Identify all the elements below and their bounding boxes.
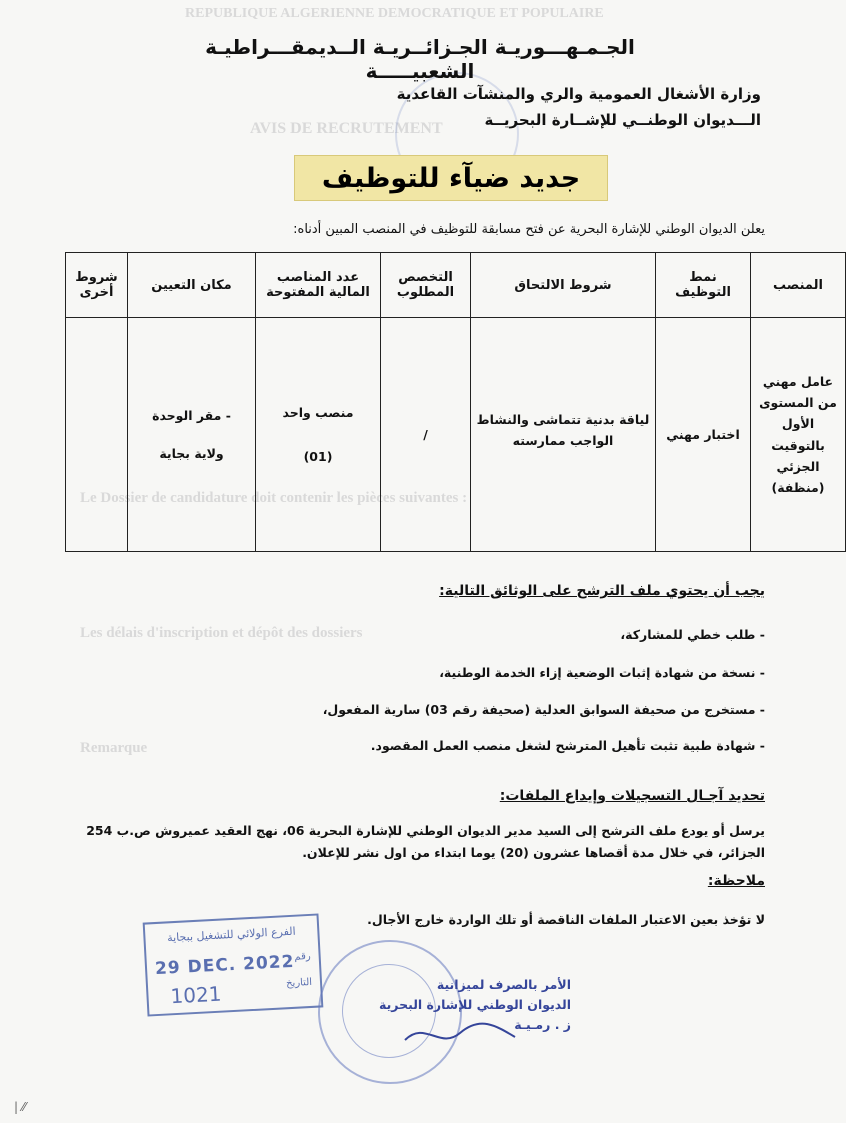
table-header-row [66, 253, 846, 318]
note-title: ملاحظة: [707, 873, 765, 889]
conditions-cell: لياقة بدنية تتماشى والنشاط الواجب ممارسته [471, 318, 656, 552]
column-header: نمط التوظيف [656, 253, 751, 318]
reception-stamp [143, 913, 324, 1016]
ministry-name: وزارة الأشغال العمومية والري والمنشآت القاعدية [396, 85, 761, 103]
stamp-ref-label: رقم [294, 950, 311, 963]
signature-line: الديوان الوطني للإشارة البحرية [379, 997, 571, 1012]
document-item: - نسخة من شهادة إثبات الوضعية إزاء الخدمة الوطنية، [439, 665, 765, 680]
bleed-through-text: Les délais d'inscription et dépôt des dossiers [80, 625, 363, 641]
count-label: منصب واحد [282, 405, 354, 421]
stamp-org: الفرع الولائي للتشغيل ببجاية [166, 924, 296, 945]
specialty-cell: / [381, 318, 471, 552]
column-header: شروط الالتحاق [471, 253, 656, 318]
place-line: ولاية بجاية [159, 445, 224, 461]
jobs-table [65, 252, 846, 552]
other-conditions-cell [66, 318, 128, 552]
column-header: شروط أخرى [66, 253, 128, 318]
document-item: - طلب خطي للمشاركة، [620, 627, 765, 642]
count-cell [256, 318, 381, 552]
stamp-handwritten-number: 1021 [169, 981, 223, 1009]
overlay-banner: جديد ضيآء للتوظيف [294, 155, 608, 201]
document-item: - مستخرج من صحيفة السوابق العدلية (صحيفة رقم 03) سارية المفعول، [322, 702, 765, 717]
page-footer-mark: | ⁄⁄ [14, 1100, 26, 1114]
bleed-through-text: Le Dossier de candidature doit contenir les pièces suivantes : [80, 490, 468, 506]
mode-cell: اختبار مهني [656, 318, 751, 552]
documents-title: يجب أن يحتوي ملف الترشح على الوثائق التالية: [439, 583, 765, 599]
place-cell [128, 318, 256, 552]
intro-text: يعلن الديوان الوطني للإشارة البحرية عن فتح مسابقة للتوظيف في المنصب المبين أدناه: [293, 222, 765, 237]
note-text: لا تؤخذ بعين الاعتبار الملفات الناقصة أو تلك الواردة خارج الأجال. [367, 912, 765, 927]
deadlines-text: يرسل أو يودع ملف الترشح إلى السيد مدير الديوان الوطني للإشارة البحرية 06، نهج العقيد عميروش ص.ب 254 الجزائر، في خلال مدة أقصاها عشرون (20) يوما ابتداء من اول نشر للإعلان. [86, 823, 765, 860]
signature-line: الأمر بالصرف لميزانية [436, 977, 571, 992]
place-line: - مقر الوحدة [152, 408, 231, 424]
column-header: عدد المناصب المالية المفتوحة [256, 253, 381, 318]
bleed-through-text: Remarque [80, 740, 148, 756]
column-header: التخصص المطلوب [381, 253, 471, 318]
office-name: الـــديوان الوطنــي للإشــارة البحريــة [484, 111, 761, 129]
deadlines-title: تحديد آجـال التسجيلات وإيداع الملفات: [499, 788, 765, 804]
column-header: مكان التعيين [128, 253, 256, 318]
signature-line: ز . رمـيـة [514, 1017, 571, 1032]
table-row [66, 318, 846, 552]
stamp-date: 29 DEC. 2022 [154, 951, 295, 980]
stamp-date-label: التاريخ [285, 976, 313, 990]
republic-title: الجـمـهـــوريـة الجـزائــريـة الــديمقـــراطيـة الشعبيـــــة [205, 35, 635, 83]
count-value: (01) [303, 448, 333, 464]
column-header: المنصب [751, 253, 846, 318]
document-item: - شهادة طبية تثبت تأهيل المترشح لشغل منصب العمل المقصود. [370, 738, 765, 753]
post-cell: عامل مهني من المستوى الأول بالتوقيت الجزئي (منظفة) [751, 318, 846, 552]
bleed-through-text: AVIS DE RECRUTEMENT [250, 120, 443, 137]
handwritten-signature [400, 1015, 520, 1055]
bleed-through-text: REPUBLIQUE ALGERIENNE DEMOCRATIQUE ET POPULAIRE [185, 6, 604, 21]
